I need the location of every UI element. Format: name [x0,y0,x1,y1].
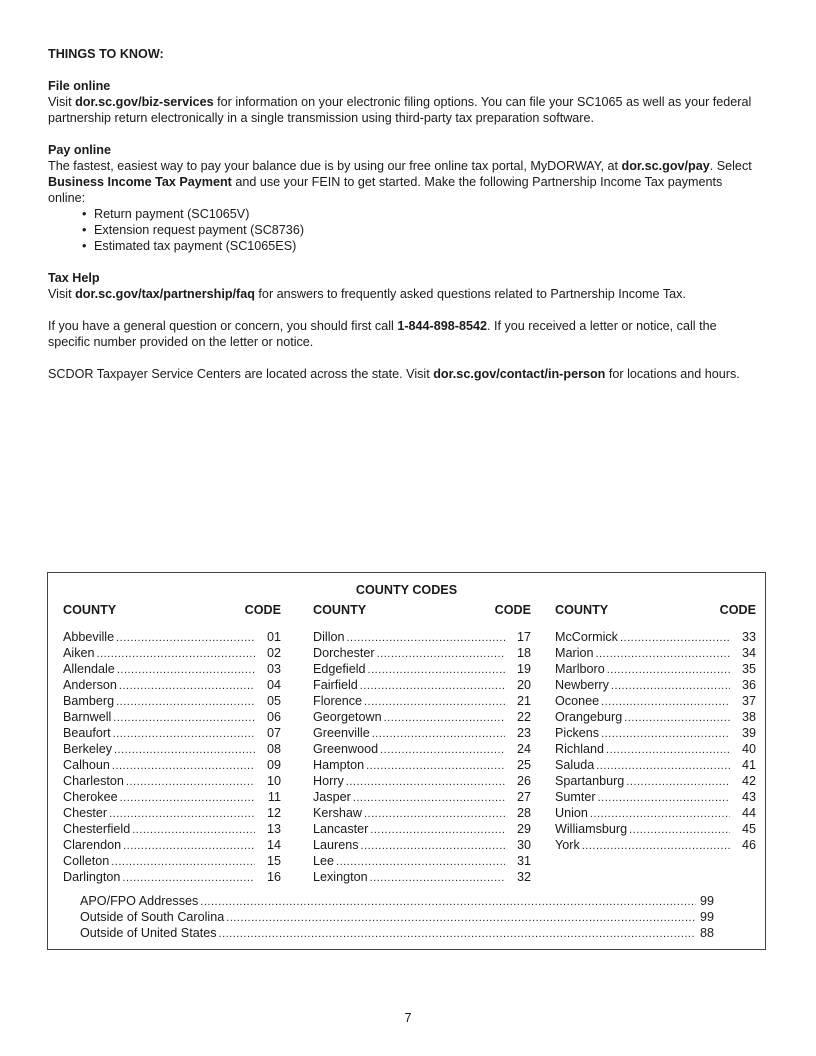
other-addresses [80,893,714,941]
table-row [63,709,281,725]
table-row [63,645,281,661]
dot-leader [629,822,730,838]
table-row [313,837,531,853]
county-code: 36 [741,678,756,692]
dot-leader [606,742,730,758]
county-name: Kershaw [313,806,362,820]
dot-leader [582,838,730,854]
table-row [63,853,281,869]
county-name: Orangeburg [555,710,623,724]
table-row [313,757,531,773]
table-row [313,725,531,741]
county-code: 01 [266,630,281,644]
county-header: COUNTY [313,603,367,617]
dot-leader [377,646,505,662]
table-row [63,677,281,693]
dot-leader [122,870,255,886]
table-row [555,773,756,789]
table-row [80,925,714,941]
county-code: 22 [516,710,531,724]
things-to-know-section [48,46,760,382]
dot-leader [126,774,255,790]
faq-link: dor.sc.gov/tax/partnership/faq [75,287,255,301]
county-header: COUNTY [63,603,117,617]
county-name: Hampton [313,758,365,772]
county-name: Outside of South Carolina [80,910,225,924]
dot-leader [346,774,505,790]
county-name: Outside of United States [80,926,217,940]
county-code: 24 [516,742,531,756]
dot-leader [360,678,505,694]
county-code: 27 [516,790,531,804]
dot-leader [123,838,255,854]
service-centers-text: SCDOR Taxpayer Service Centers are located across the state. Visit dor.sc.gov/contact/in-person for locations and hours. [48,367,740,381]
table-row [313,677,531,693]
county-name: Lexington [313,870,368,884]
county-code: 40 [741,742,756,756]
county-name: Williamsburg [555,822,628,836]
county-code: 99 [699,894,714,908]
county-code: 04 [266,678,281,692]
dot-leader [97,646,255,662]
county-code: 15 [266,854,281,868]
table-row [63,821,281,837]
in-person-link: dor.sc.gov/contact/in-person [433,367,606,381]
table-row [555,693,756,709]
table-row [555,725,756,741]
county-column-3 [555,603,756,853]
county-code: 45 [741,822,756,836]
county-name: Dorchester [313,646,375,660]
county-code: 37 [741,694,756,708]
county-code: 06 [266,710,281,724]
table-row [313,741,531,757]
county-name: Clarendon [63,838,122,852]
biz-services-link: dor.sc.gov/biz-services [75,95,214,109]
table-row [80,909,714,925]
county-name: Richland [555,742,605,756]
county-code: 26 [516,774,531,788]
county-name: Dillon [313,630,345,644]
county-name: Horry [313,774,344,788]
county-code: 03 [266,662,281,676]
county-code: 17 [516,630,531,644]
county-code: 33 [741,630,756,644]
county-code: 35 [741,662,756,676]
tax-help-text: Visit dor.sc.gov/tax/partnership/faq for answers to frequently asked questions related to Partnership Income Tax. [48,287,686,301]
county-name: McCormick [555,630,618,644]
business-income-tax-payment: Business Income Tax Payment [48,175,232,189]
dot-leader [336,854,505,870]
code-header: CODE [494,603,531,617]
county-code: 42 [741,774,756,788]
table-row [313,629,531,645]
county-name: Chesterfield [63,822,131,836]
county-codes-title: COUNTY CODES [355,583,458,597]
county-name: Florence [313,694,362,708]
dot-leader [607,662,730,678]
tax-help-heading: Tax Help [48,271,100,285]
county-name: Barnwell [63,710,112,724]
table-row [313,709,531,725]
county-code: 19 [516,662,531,676]
county-name: Marlboro [555,662,605,676]
county-name: Anderson [63,678,117,692]
county-code: 05 [266,694,281,708]
dot-leader [596,758,730,774]
county-name: York [555,838,580,852]
table-row [63,757,281,773]
column-header [63,603,281,621]
list-item: • Return payment (SC1065V) [94,206,760,222]
dot-leader [370,870,505,886]
code-header: CODE [244,603,281,617]
table-row [555,837,756,853]
county-code: 11 [267,790,281,804]
dot-leader [111,854,255,870]
table-row [555,805,756,821]
table-row [313,805,531,821]
table-row [313,789,531,805]
county-code: 34 [741,646,756,660]
file-online-text: Visit dor.sc.gov/biz-services for information on your electronic filing options. You can file your SC1065 as well as your federal partnership return electronically in a single transmission using third-party tax preparation software. [48,95,752,125]
table-row [63,741,281,757]
county-code: 88 [699,926,714,940]
county-name: Sumter [555,790,596,804]
dot-leader [361,838,505,854]
table-row [63,773,281,789]
pay-online-heading: Pay online [48,143,111,157]
county-code: 16 [266,870,281,884]
county-code: 10 [266,774,281,788]
table-row [63,725,281,741]
general-question-text: If you have a general question or concern, you should first call 1-844-898-8542. If you received a letter or notice, call the specific number provided on the letter or notice. [48,319,717,349]
county-name: Cherokee [63,790,118,804]
table-row [555,645,756,661]
county-name: Spartanburg [555,774,625,788]
dot-leader [353,790,505,806]
dot-leader [114,742,255,758]
county-code: 23 [516,726,531,740]
county-name: Bamberg [63,694,115,708]
payment-list [48,206,760,254]
dot-leader [626,774,730,790]
table-row [63,869,281,885]
county-code: 20 [516,678,531,692]
table-row [555,661,756,677]
dot-leader [601,726,730,742]
dot-leader [347,630,506,646]
county-name: Lee [313,854,335,868]
county-name: Beaufort [63,726,111,740]
county-name: Allendale [63,662,115,676]
county-code: 39 [741,726,756,740]
county-name: APO/FPO Addresses [80,894,199,908]
county-code: 41 [741,758,756,772]
county-name: Lancaster [313,822,369,836]
county-name: Fairfield [313,678,358,692]
dot-leader [384,710,505,726]
table-row [555,741,756,757]
dot-leader [116,630,255,646]
county-code: 25 [516,758,531,772]
county-code: 28 [516,806,531,820]
dot-leader [117,662,255,678]
column-header [313,603,531,621]
county-name: Chester [63,806,108,820]
code-header: CODE [719,603,756,617]
county-code: 14 [266,838,281,852]
table-row [555,677,756,693]
file-online-heading: File online [48,79,111,93]
county-name: Greenwood [313,742,379,756]
county-code: 46 [741,838,756,852]
list-item: • Extension request payment (SC8736) [94,222,760,238]
column-header [555,603,756,621]
county-name: Charleston [63,774,124,788]
county-code: 99 [699,910,714,924]
county-name: Newberry [555,678,609,692]
county-code: 02 [266,646,281,660]
dot-leader [200,894,696,910]
dot-leader [601,694,730,710]
dot-leader [226,910,696,926]
dot-leader [380,742,505,758]
dot-leader [620,630,730,646]
county-code: 29 [516,822,531,836]
table-row [555,709,756,725]
table-row [313,693,531,709]
county-code: 38 [741,710,756,724]
county-name: Colleton [63,854,110,868]
dot-leader [120,790,255,806]
table-row [63,629,281,645]
table-row [63,805,281,821]
county-column-2 [313,603,531,885]
county-name: Berkeley [63,742,112,756]
county-code: 09 [266,758,281,772]
county-code: 30 [516,838,531,852]
table-row [63,661,281,677]
dot-leader [219,926,696,942]
table-row [63,693,281,709]
dot-leader [624,710,730,726]
table-row [555,821,756,837]
county-name: Oconee [555,694,600,708]
dot-leader [364,806,505,822]
county-code: 21 [516,694,531,708]
county-name: Greenville [313,726,370,740]
dot-leader [364,694,505,710]
page-number: 7 [404,1011,412,1025]
county-codes-box [47,572,766,950]
dot-leader [368,662,505,678]
dot-leader [109,806,255,822]
county-name: Jasper [313,790,351,804]
phone-number: 1-844-898-8542 [397,319,487,333]
dot-leader [611,678,730,694]
county-code: 32 [516,870,531,884]
table-row [555,789,756,805]
county-code: 12 [266,806,281,820]
table-row [313,773,531,789]
table-row [555,757,756,773]
county-column-1 [63,603,281,885]
pay-online-text: The fastest, easiest way to pay your balance due is by using our free online tax portal, MyDORWAY, at dor.sc.gov/pay. Select Business Income Tax Payment and use your FEIN to get started. Make the following Partnership Income Tax payments online: [48,159,752,205]
dot-leader [590,806,730,822]
county-name: Pickens [555,726,600,740]
county-name: Georgetown [313,710,382,724]
table-row [313,853,531,869]
pay-link: dor.sc.gov/pay [621,159,710,173]
dot-leader [113,726,255,742]
table-row [313,661,531,677]
county-code: 31 [516,854,531,868]
dot-leader [598,790,730,806]
county-code: 44 [741,806,756,820]
county-code: 18 [516,646,531,660]
county-code: 08 [266,742,281,756]
dot-leader [132,822,255,838]
dot-leader [370,822,505,838]
table-row [63,837,281,853]
county-name: Marion [555,646,594,660]
county-name: Calhoun [63,758,110,772]
table-row [313,821,531,837]
dot-leader [116,694,255,710]
county-name: Saluda [555,758,595,772]
dot-leader [596,646,731,662]
things-to-know-title: THINGS TO KNOW: [48,47,164,61]
dot-leader [112,758,255,774]
county-name: Edgefield [313,662,366,676]
county-name: Abbeville [63,630,115,644]
table-row [63,789,281,805]
county-name: Aiken [63,646,95,660]
dot-leader [372,726,505,742]
county-name: Laurens [313,838,359,852]
county-code: 07 [266,726,281,740]
dot-leader [113,710,255,726]
table-row [313,869,531,885]
county-name: Darlington [63,870,121,884]
county-code: 43 [741,790,756,804]
county-header: COUNTY [555,603,609,617]
county-code: 13 [266,822,281,836]
table-row [313,645,531,661]
list-item: • Estimated tax payment (SC1065ES) [94,238,760,254]
county-name: Union [555,806,588,820]
dot-leader [119,678,255,694]
table-row [80,893,714,909]
table-row [555,629,756,645]
dot-leader [366,758,505,774]
